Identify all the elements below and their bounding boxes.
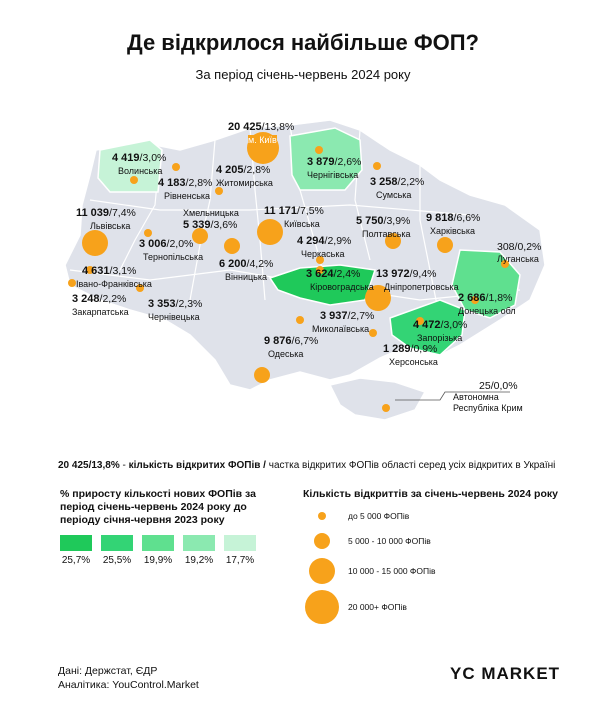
label-poltavska: 5 750/3,9% Полтавська — [356, 215, 411, 239]
map-crimea-shape — [330, 378, 425, 420]
label-chernivetska: 3 353/2,3% Чернівецька — [148, 298, 203, 322]
page-title: Де відкрилося найбільше ФОП? — [127, 30, 479, 55]
legend-size-item: 5 000 - 10 000 ФОПів — [300, 533, 431, 549]
legend-size-title: Кількість відкриттів за січень-червень 2024 року — [303, 488, 558, 500]
label-lvivska: 11 039/7,4% Львівська — [76, 207, 136, 231]
label-zaporizka: 4 472/3,0% Запорізька — [413, 319, 468, 343]
label-rivnenska: 4 183/2,8% Рівненська — [158, 177, 213, 201]
label-donetska: 2 686/1,8% Донецька обл — [458, 292, 516, 316]
label-vinnytska: 6 200/4,2% Вінницька — [219, 258, 274, 282]
footer-source: Дані: Держстат, ЄДР — [58, 665, 158, 677]
label-cherkaska: 4 294/2,9% Черкаська — [297, 235, 352, 259]
label-ternopilska: 3 006/2,0% Тернопільська — [139, 238, 204, 262]
label-kyivska: 11 171/7,5% Київська — [264, 205, 324, 229]
legend-growth-item: 19,2% — [183, 535, 215, 566]
legend-size-item: 10 000 - 15 000 ФОПів — [300, 558, 436, 584]
marker-odeska — [254, 367, 270, 383]
footer-analytics: Аналітика: YouControl.Market — [58, 679, 199, 692]
page-subtitle: За період січень-червень 2024 року — [195, 67, 411, 82]
marker-ternopilska — [144, 229, 152, 237]
label-luhanska: 308/0,2% Луганська — [497, 241, 542, 265]
legend-growth — [60, 535, 256, 566]
marker-zakarpatska — [68, 279, 76, 287]
label-ivano-frankivska: 4 631/3,1% Івано-Франківська — [76, 265, 152, 289]
label-mykolaivska: 3 937/2,7% Миколаївська — [312, 310, 375, 334]
legend-growth-title: % приросту кількості нових ФОПів за період січень-червень 2024 року до періоду січня-червня 2023 року — [60, 488, 256, 527]
legend-growth-item: 17,7% — [224, 535, 256, 566]
legend-growth-item: 25,7% — [60, 535, 92, 566]
marker-rivnenska — [172, 163, 180, 171]
label-dnipropetrovska: 13 972/9,4% Дніпропетровська — [376, 268, 459, 292]
label-odeska: 9 876/6,7% Одеська — [264, 335, 319, 359]
legend-growth-item: 19,9% — [142, 535, 174, 566]
label-chernihivska: 3 879/2,6% Чернігівська — [307, 156, 362, 180]
label-volynska: 4 419/3,0% Волинська — [112, 152, 167, 176]
marker-kharkivska — [437, 237, 453, 253]
label-kirovohradska: 3 624/2,4% Кіровоградська — [306, 268, 374, 292]
footer-sources — [58, 664, 199, 692]
label-kyiv-city: 20 425/13,8% м. Київ — [228, 121, 295, 145]
legend-size-item: до 5 000 ФОПів — [300, 511, 409, 521]
legend-size-item: 20 000+ ФОПів — [300, 590, 407, 624]
label-crimea: 25/0,0% Автономна Республіка Крим — [453, 380, 523, 413]
legend-growth-item: 25,5% — [101, 535, 133, 566]
yc-market-logo: YC MARKET — [450, 664, 561, 683]
label-khmelnytska: Хмельницька 5 339/3,6% — [183, 208, 239, 232]
marker-chernihivska — [315, 146, 323, 154]
marker-vinnytska — [224, 238, 240, 254]
label-zhytomyrska: 4 205/2,8% Житомирська — [216, 164, 273, 188]
map-caption: 20 425/13,8% - кількість відкритих ФОПів / частка відкритих ФОПів області серед усіх відкритих в Україні — [58, 460, 556, 471]
marker-sumska — [373, 162, 381, 170]
label-sumska: 3 258/2,2% Сумська — [370, 176, 425, 200]
marker-crimea — [382, 404, 390, 412]
marker-lvivska — [82, 230, 108, 256]
label-zakarpatska: 3 248/2,2% Закарпатська — [72, 293, 129, 317]
label-khersonska: 1 289/0,9% Херсонська — [383, 343, 438, 367]
label-kharkivska: 9 818/6,6% Харківська — [426, 212, 481, 236]
marker-mykolaivska — [296, 316, 304, 324]
marker-volynska — [130, 176, 138, 184]
